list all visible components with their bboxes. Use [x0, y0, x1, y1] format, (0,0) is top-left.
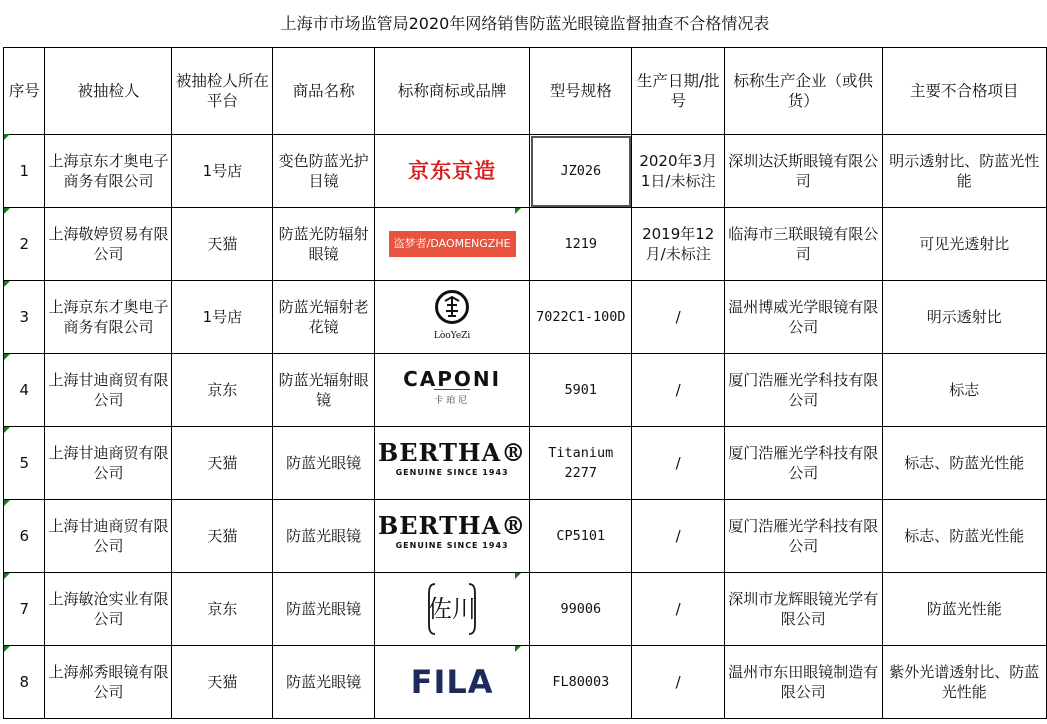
- cell-model[interactable]: 5901: [530, 354, 632, 427]
- cell-date[interactable]: /: [632, 573, 725, 646]
- cell-platform[interactable]: 天猫: [172, 208, 273, 281]
- cell-model[interactable]: 1219: [530, 208, 632, 281]
- bertha-subtitle: GENUINE SINCE 1943: [395, 468, 509, 477]
- cell-platform[interactable]: 京东: [172, 354, 273, 427]
- cell-index[interactable]: 4: [4, 354, 45, 427]
- cell-model[interactable]: 7022C1-100D: [530, 281, 632, 354]
- cell-maker[interactable]: 厦门浩雁光学科技有限公司: [725, 427, 883, 500]
- looyezi-wordmark: LòoYeZi: [433, 330, 471, 341]
- cell-company[interactable]: 上海甘迪商贸有限公司: [45, 427, 172, 500]
- cell-issue[interactable]: 防蓝光性能: [882, 573, 1046, 646]
- cell-date[interactable]: 2019年12月/未标注: [632, 208, 725, 281]
- zuochuan-glyph: 佐川: [428, 595, 477, 623]
- cell-issue[interactable]: 标志: [882, 354, 1046, 427]
- inspection-table: [3, 0, 1047, 719]
- cell-date[interactable]: /: [632, 500, 725, 573]
- cell-product[interactable]: 防蓝光眼镜: [273, 646, 375, 719]
- cell-brand[interactable]: [374, 500, 529, 573]
- cell-date[interactable]: /: [632, 646, 725, 719]
- cell-product[interactable]: 防蓝光防辐射眼镜: [273, 208, 375, 281]
- cell-platform[interactable]: 天猫: [172, 500, 273, 573]
- cell-company[interactable]: 上海甘迪商贸有限公司: [45, 354, 172, 427]
- table-row: [4, 208, 1047, 281]
- cell-brand[interactable]: [374, 427, 529, 500]
- table-row: [4, 500, 1047, 573]
- cell-brand[interactable]: [374, 208, 529, 281]
- cell-maker[interactable]: 厦门浩雁光学科技有限公司: [725, 354, 883, 427]
- table-row: [4, 646, 1047, 719]
- cell-comment-marker: [4, 208, 10, 214]
- cell-product[interactable]: 防蓝光眼镜: [273, 427, 375, 500]
- cell-platform[interactable]: 1号店: [172, 135, 273, 208]
- cell-platform[interactable]: 天猫: [172, 427, 273, 500]
- cell-platform[interactable]: 京东: [172, 573, 273, 646]
- cell-brand[interactable]: [374, 281, 529, 354]
- bertha-logo: [377, 511, 527, 556]
- cell-maker[interactable]: 温州市东田眼镜制造有限公司: [725, 646, 883, 719]
- cell-comment-marker: [4, 427, 10, 433]
- header-main-issues[interactable]: 主要不合格项目: [882, 48, 1046, 135]
- cell-company[interactable]: 上海郝秀眼镜有限公司: [45, 646, 172, 719]
- cell-index[interactable]: 3: [4, 281, 45, 354]
- cell-product[interactable]: 防蓝光辐射老花镜: [273, 281, 375, 354]
- caponi-logo: [403, 369, 501, 411]
- cell-maker[interactable]: 临海市三联眼镜有限公司: [725, 208, 883, 281]
- header-manufacturer[interactable]: 标称生产企业（或供货）: [725, 48, 883, 135]
- cell-model[interactable]: JZ026: [530, 135, 632, 208]
- cell-model[interactable]: Titanium 2277: [530, 427, 632, 500]
- table-row: [4, 573, 1047, 646]
- cell-product[interactable]: 变色防蓝光护目镜: [273, 135, 375, 208]
- cell-product[interactable]: 防蓝光眼镜: [273, 573, 375, 646]
- header-row: [4, 48, 1047, 135]
- cell-company[interactable]: 上海甘迪商贸有限公司: [45, 500, 172, 573]
- cell-maker[interactable]: 深圳达沃斯眼镜有限公司: [725, 135, 883, 208]
- caponi-subtitle: 卡珀尼: [434, 389, 470, 411]
- bertha-wordmark: BERTHA®: [377, 438, 527, 467]
- bertha-wordmark: BERTHA®: [377, 511, 527, 540]
- cell-company[interactable]: 上海敏沧实业有限公司: [45, 573, 172, 646]
- cell-brand[interactable]: [374, 646, 529, 719]
- cell-maker[interactable]: 厦门浩雁光学科技有限公司: [725, 500, 883, 573]
- cell-index[interactable]: 6: [4, 500, 45, 573]
- table-row: [4, 135, 1047, 208]
- cell-date[interactable]: 2020年3月1日/未标注: [632, 135, 725, 208]
- bertha-logo: [377, 438, 527, 483]
- cell-model[interactable]: 99006: [530, 573, 632, 646]
- zuochuan-logo: [378, 573, 526, 645]
- cell-company[interactable]: 上海京东才奥电子商务有限公司: [45, 135, 172, 208]
- cell-comment-marker: [4, 281, 10, 287]
- cell-comment-marker: [515, 646, 521, 652]
- bertha-subtitle: GENUINE SINCE 1943: [395, 541, 509, 550]
- header-brand[interactable]: 标称商标或品牌: [374, 48, 529, 135]
- cell-index[interactable]: 5: [4, 427, 45, 500]
- cell-index[interactable]: 2: [4, 208, 45, 281]
- cell-brand[interactable]: [374, 135, 529, 208]
- fila-logo: FILA: [410, 663, 494, 701]
- zuochuan-emblem-icon: [427, 581, 477, 637]
- cell-maker[interactable]: 深圳市龙辉眼镜光学有限公司: [725, 573, 883, 646]
- cell-date[interactable]: /: [632, 427, 725, 500]
- header-inspected-party[interactable]: 被抽检人: [45, 48, 172, 135]
- cell-comment-marker: [515, 573, 521, 579]
- jingdong-jingzao-logo: 京东京造: [408, 159, 497, 183]
- cell-comment-marker: [4, 500, 10, 506]
- cell-brand[interactable]: [374, 354, 529, 427]
- cell-issue[interactable]: 标志、防蓝光性能: [882, 427, 1046, 500]
- cell-issue[interactable]: 可见光透射比: [882, 208, 1046, 281]
- table-row: [4, 354, 1047, 427]
- cell-comment-marker: [4, 646, 10, 652]
- cell-comment-marker: [4, 573, 10, 579]
- cell-platform[interactable]: 1号店: [172, 281, 273, 354]
- cell-issue[interactable]: 紫外光谱透射比、防蓝光性能: [882, 646, 1046, 719]
- looyezi-logo: [434, 289, 470, 346]
- cell-model[interactable]: FL80003: [530, 646, 632, 719]
- cell-comment-marker: [4, 134, 10, 140]
- cell-date[interactable]: /: [632, 354, 725, 427]
- header-production-date[interactable]: 生产日期/批号: [632, 48, 725, 135]
- daomengzhe-logo: 盗梦者/DAOMENGZHE: [389, 231, 516, 257]
- cell-comment-marker: [515, 208, 521, 214]
- cell-brand[interactable]: [374, 573, 529, 646]
- cell-index[interactable]: 8: [4, 646, 45, 719]
- cell-issue[interactable]: 明示透射比、防蓝光性能: [882, 135, 1046, 208]
- cell-index[interactable]: 7: [4, 573, 45, 646]
- header-model[interactable]: 型号规格: [530, 48, 632, 135]
- cell-company[interactable]: 上海敬婷贸易有限公司: [45, 208, 172, 281]
- cell-maker[interactable]: 温州博威光学眼镜有限公司: [725, 281, 883, 354]
- table-title[interactable]: 上海市市场监管局2020年网络销售防蓝光眼镜监督抽查不合格情况表: [4, 0, 1047, 48]
- cell-index[interactable]: 1: [4, 135, 45, 208]
- cell-product[interactable]: 防蓝光辐射眼镜: [273, 354, 375, 427]
- looyezi-emblem-icon: [434, 289, 470, 325]
- cell-issue[interactable]: 标志、防蓝光性能: [882, 500, 1046, 573]
- table-row: [4, 427, 1047, 500]
- cell-platform[interactable]: 天猫: [172, 646, 273, 719]
- cell-issue[interactable]: 明示透射比: [882, 281, 1046, 354]
- table-row: [4, 281, 1047, 354]
- header-product-name[interactable]: 商品名称: [273, 48, 375, 135]
- caponi-wordmark: CAPONI: [403, 367, 502, 391]
- cell-comment-marker: [4, 354, 10, 360]
- cell-date[interactable]: /: [632, 281, 725, 354]
- header-index[interactable]: 序号: [4, 48, 45, 135]
- cell-model[interactable]: CP5101: [530, 500, 632, 573]
- header-platform[interactable]: 被抽检人所在平台: [172, 48, 273, 135]
- cell-company[interactable]: 上海京东才奥电子商务有限公司: [45, 281, 172, 354]
- cell-product[interactable]: 防蓝光眼镜: [273, 500, 375, 573]
